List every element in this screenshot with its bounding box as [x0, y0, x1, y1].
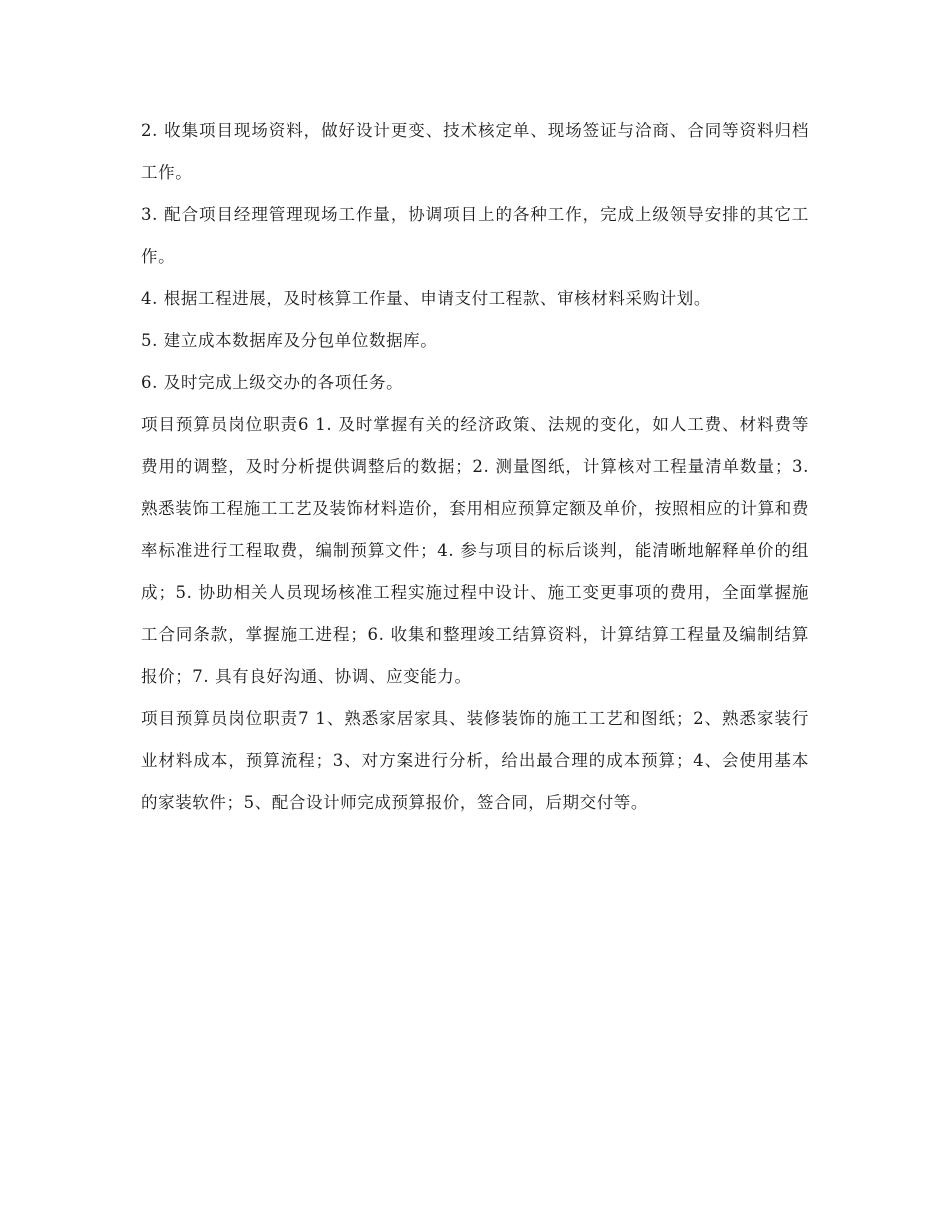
paragraph-item-4: 4. 根据工程进展，及时核算工作量、申请支付工程款、审核材料采购计划。	[141, 289, 711, 308]
paragraph-duties-7: 项目预算员岗位职责7 1、熟悉家居家具、装修装饰的施工工艺和图纸；2、熟悉家装行业材料成本，预算流程；3、对方案进行分析，给出最合理的成本预算；4、会使用基本的家装软件；5、配合设计师完成预算报价，签合同，后期交付等。	[141, 709, 809, 812]
document-body	[141, 110, 809, 824]
paragraph-duties-6: 项目预算员岗位职责6 1. 及时掌握有关的经济政策、法规的变化，如人工费、材料费等费用的调整，及时分析提供调整后的数据；2. 测量图纸，计算核对工程量清单数量；3. 熟悉装饰工程施工工艺及装饰材料造价，套用相应预算定额及单价，按照相应的计算和费率标准进行工程取费，编制预算文件；4. 参与项目的标后谈判，能清晰地解释单价的组成；5. 协助相关人员现场核准工程实施过程中设计、施工变更事项的费用，全面掌握施工合同条款，掌握施工进程；6. 收集和整理竣工结算资料，计算结算工程量及编制结算报价；7. 具有良好沟通、协调、应变能力。	[141, 415, 809, 686]
paragraph-item-5: 5. 建立成本数据库及分包单位数据库。	[141, 331, 438, 350]
paragraph-item-2: 2. 收集项目现场资料，做好设计更变、技术核定单、现场签证与洽商、合同等资料归档工作。	[141, 121, 809, 182]
paragraph-item-6: 6. 及时完成上级交办的各项任务。	[141, 373, 404, 392]
paragraph-item-3: 3. 配合项目经理管理现场工作量，协调项目上的各种工作，完成上级领导安排的其它工作。	[141, 205, 809, 266]
